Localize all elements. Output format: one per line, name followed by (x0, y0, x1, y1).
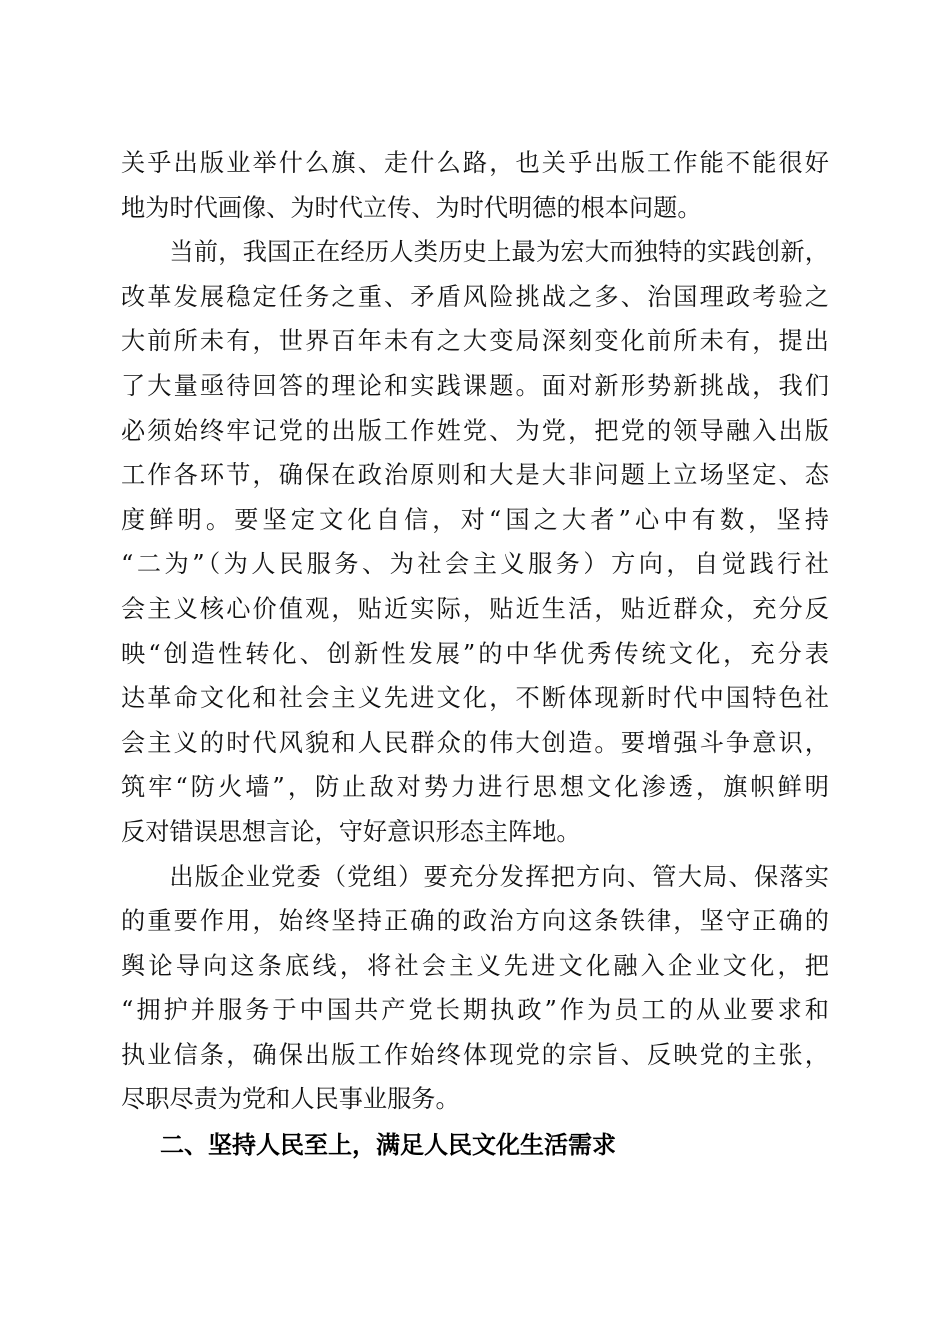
text-line: 反对错误思想言论，守好意识形态主阵地。 (121, 817, 581, 846)
text-line: 执业信条，确保出版工作始终体现党的宗旨、反映党的主张， (121, 1040, 829, 1069)
text-line: 大前所未有，世界百年未有之大变局深刻变化前所未有，提出 (121, 327, 829, 356)
text-line: 映“创造性转化、创新性发展”的中华优秀传统文化，充分表 (121, 639, 829, 668)
text-line: 会主义核心价值观，贴近实际，贴近生活，贴近群众，充分反 (121, 594, 829, 623)
text-line: 筑牢“防火墙”，防止敌对势力进行思想文化渗透，旗帜鲜明 (121, 773, 829, 802)
text-line: “拥护并服务于中国共产党长期执政”作为员工的从业要求和 (121, 996, 829, 1025)
text-line: 达革命文化和社会主义先进文化，不断体现新时代中国特色社 (121, 684, 829, 713)
text-line: 出版企业党委（党组）要充分发挥把方向、管大局、保落实 (169, 862, 829, 891)
document-body (121, 141, 829, 1168)
text-line: 尽职尽责为党和人民事业服务。 (121, 1085, 460, 1114)
text-line: 工作各环节，确保在政治原则和大是大非问题上立场坚定、态 (121, 461, 829, 490)
text-line: 的重要作用，始终坚持正确的政治方向这条铁律，坚守正确的 (121, 907, 829, 936)
text-line: 当前，我国正在经历人类历史上最为宏大而独特的实践创新， (169, 238, 829, 267)
paragraph (121, 855, 829, 1123)
section-heading: 二、坚持人民至上，满足人民文化生活需求 (160, 1131, 616, 1160)
text-line: 必须始终牢记党的出版工作姓党、为党，把党的领导融入出版 (121, 416, 829, 445)
text-line: 舆论导向这条底线，将社会主义先进文化融入企业文化，把 (121, 951, 829, 980)
paragraph (121, 230, 829, 854)
text-line: 地为时代画像、为时代立传、为时代明德的根本问题。 (121, 193, 702, 222)
paragraph (121, 141, 829, 230)
text-line: “二为”（为人民服务、为社会主义服务）方向，自觉践行社 (121, 550, 829, 579)
text-line: 了大量亟待回答的理论和实践课题。面对新形势新挑战，我们 (121, 371, 829, 400)
text-line: 会主义的时代风貌和人民群众的伟大创造。要增强斗争意识， (121, 728, 829, 757)
text-line: 度鲜明。要坚定文化自信，对“国之大者”心中有数，坚持 (121, 505, 829, 534)
text-line: 改革发展稳定任务之重、矛盾风险挑战之多、治国理政考验之 (121, 282, 829, 311)
text-line: 关乎出版业举什么旗、走什么路，也关乎出版工作能不能很好 (121, 149, 829, 177)
